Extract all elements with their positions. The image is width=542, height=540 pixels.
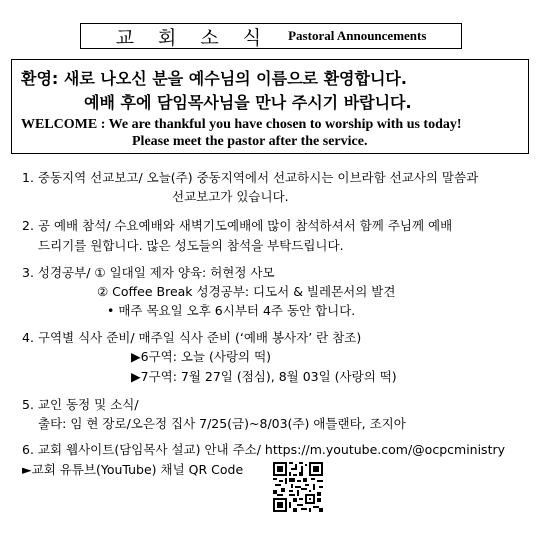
item-2-line-1: 2. 공 예배 참석/ 수요예배와 새벽기도예배에 많이 참석하셔서 함께 주님께 예배 <box>22 218 453 233</box>
item-3-line-3: • 매주 목요일 오후 6시부터 4주 동안 합니다. <box>107 303 356 318</box>
item-1-line-1: 1. 중동지역 선교보고/ 오늘(주) 중동지역에서 선교하시는 이브라함 선교사의 말씀과 <box>22 170 479 185</box>
item-4-line-2: ▶6구역: 오늘 (사랑의 떡) <box>131 349 272 364</box>
header-title-korean: 교 회 소 식 <box>115 26 271 49</box>
item-1-line-2: 선교보고가 있습니다. <box>172 189 289 204</box>
item-4-line-3: ▶7구역: 7월 27일 (점심), 8월 03일 (사랑의 떡) <box>131 369 397 384</box>
item-5-line-2: 출타: 임 현 장로/오은정 집사 7/25(금)~8/03(주) 애틀랜타, 조지아 <box>38 416 406 431</box>
welcome-korean-line-1: 환영: 새로 나오신 분을 예수님의 이름으로 환영합니다. <box>21 69 407 88</box>
item-3-line-1: 3. 성경공부/ ① 일대일 제자 양육: 허현정 사모 <box>22 265 275 280</box>
item-5-line-1: 5. 교인 동정 및 소식/ <box>22 397 139 412</box>
welcome-english-line-1: WELCOME : We are thankful you have chosen to worship with us today! <box>21 117 462 132</box>
youtube-qr-code <box>273 462 323 512</box>
welcome-korean-line-2: 예배 후에 담임목사님을 만나 주시기 바랍니다. <box>84 93 412 112</box>
item-2-line-2: 드리기를 원합니다. 많은 성도들의 참석을 부탁드립니다. <box>38 238 344 253</box>
item-6-line-2: ►교회 유튜브(YouTube) 채널 QR Code <box>22 462 244 477</box>
header-title-english: Pastoral Announcements <box>288 28 427 43</box>
announcements-header <box>80 23 462 49</box>
welcome-english-line-2: Please meet the pastor after the service. <box>132 134 368 149</box>
item-4-line-1: 4. 구역별 식사 준비/ 매주일 식사 준비 (‘예배 봉사자’ 란 참조) <box>22 330 362 345</box>
item-6-line-1: 6. 교회 웹사이트(담임목사 설교) 안내 주소/ https://m.youtube.com/@ocpcministry <box>22 442 506 457</box>
welcome-box <box>11 59 529 154</box>
item-3-line-2: ② Coffee Break 성경공부: 디도서 & 빌레몬서의 발견 <box>97 284 396 299</box>
